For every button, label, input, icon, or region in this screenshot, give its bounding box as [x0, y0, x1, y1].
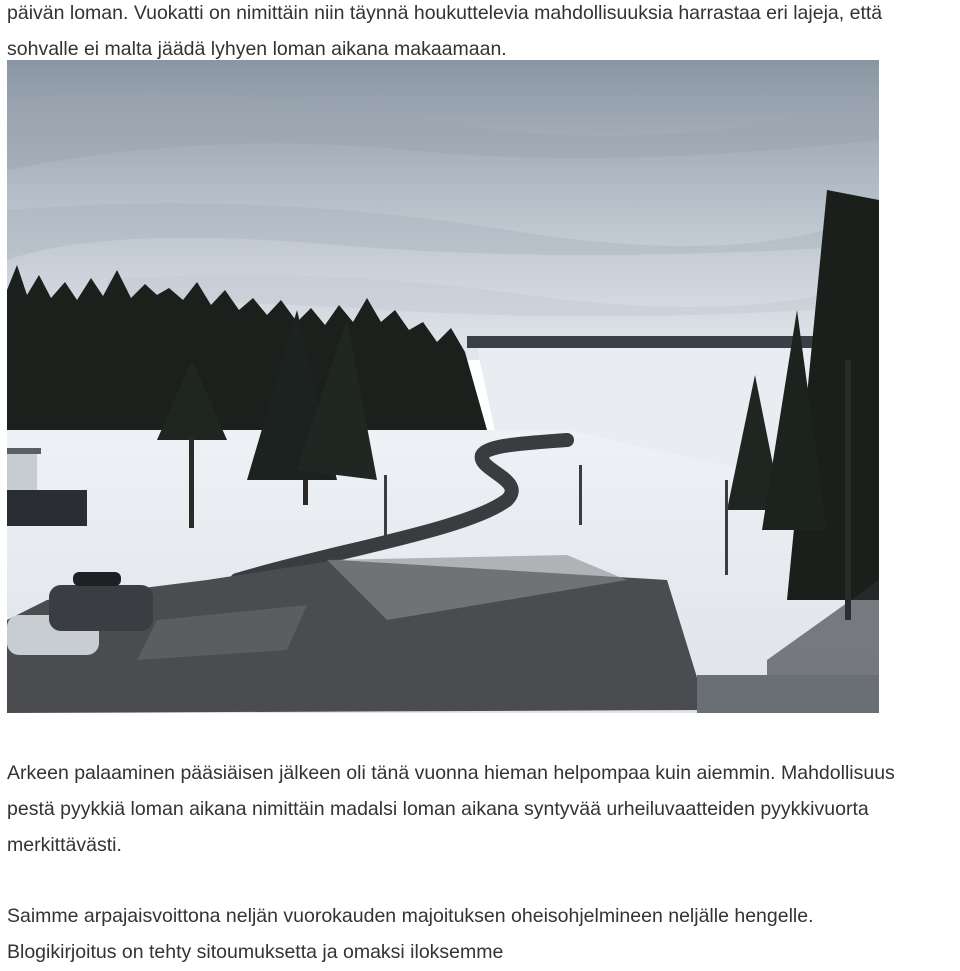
blog-photo — [7, 60, 879, 713]
paragraph-3-line-2: Blogikirjoitus on tehty sitoumuksetta ja omaksi iloksemme — [7, 941, 504, 963]
body-paragraph-2 — [7, 755, 895, 863]
paragraph-2-line-2: pestä pyykkiä loman aikana nimittäin madalsi loman aikana syntyvää urheiluvaatteiden pyykkivuorta — [7, 798, 869, 820]
paragraph-2-line-3: merkittävästi. — [7, 834, 122, 856]
intro-line-1: päivän loman. Vuokatti on nimittäin niin täynnä houkuttelevia mahdollisuuksia harrastaa eri lajeja, että — [7, 2, 883, 24]
intro-paragraph — [7, 0, 882, 67]
body-paragraph-3 — [7, 898, 814, 970]
intro-line-2: sohvalle ei malta jäädä lyhyen loman aikana makaamaan. — [7, 38, 507, 60]
snowy-lake-landscape-image — [7, 60, 879, 713]
paragraph-2-line-1: Arkeen palaaminen pääsiäisen jälkeen oli tänä vuonna hieman helpompaa kuin aiemmin. Mahdollisuus — [7, 762, 895, 784]
paragraph-3-line-1: Saimme arpajaisvoittona neljän vuorokauden majoituksen oheisohjelmineen neljälle hengelle. — [7, 905, 814, 927]
